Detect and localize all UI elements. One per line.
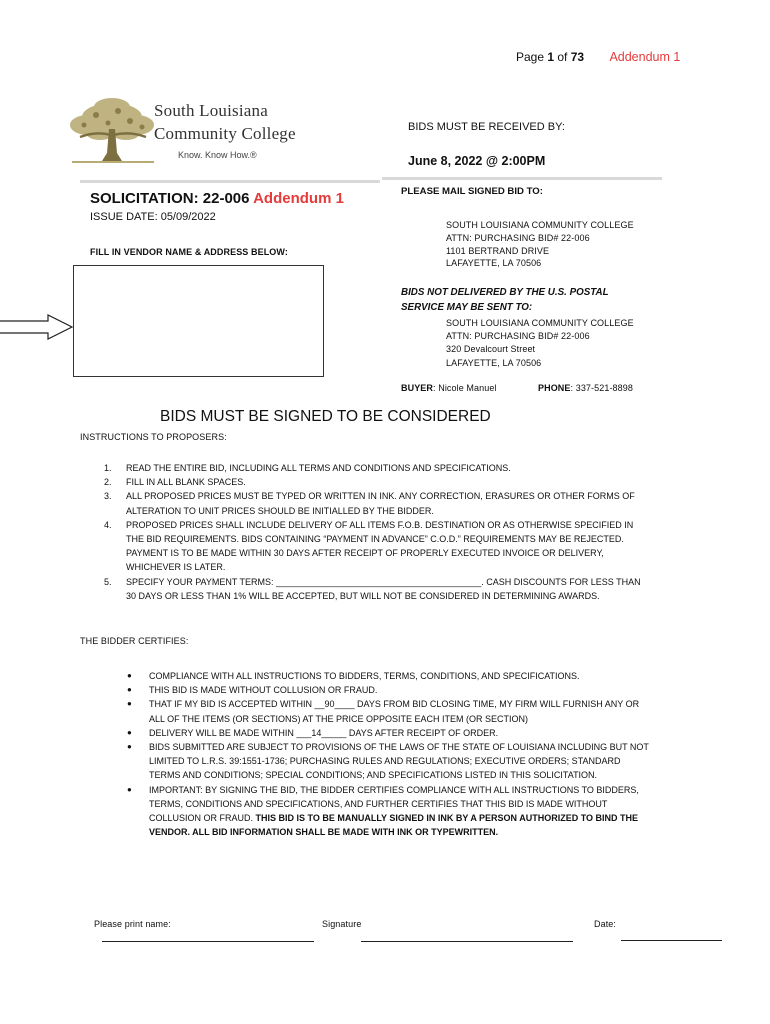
buyer-info: BUYER: Nicole Manuel (401, 383, 497, 393)
logo-line1: South Louisiana (154, 101, 268, 120)
list-item: ● DELIVERY WILL BE MADE WITHIN ___14_____ DAYS AFTER RECEIPT OF ORDER. (127, 727, 499, 738)
mail-heading: PLEASE MAIL SIGNED BID TO: (401, 186, 543, 197)
certifies-heading: THE BIDDER CERTIFIES: (80, 636, 189, 646)
addendum-label: Addendum 1 (609, 50, 681, 64)
signature-line[interactable] (361, 941, 573, 942)
date-line[interactable] (621, 940, 722, 941)
vendor-prompt: FILL IN VENDOR NAME & ADDRESS BELOW: (90, 247, 288, 257)
list-item: ● BIDS SUBMITTED ARE SUBJECT TO PROVISIONS OF THE LAWS OF THE STATE OF LOUISIANA INCLUDING BUT NOT LIMITED TO L.R.S. 39:1551-1736; PURCHASING RULES AND REGULATIONS; EXECUTIVE ORDERS; STANDARD TERMS AND CONDITIONS; SPECIAL CONDITIONS; AND SPECIFICATIONS LISTED IN THIS SOLICITATION. (127, 742, 649, 781)
solicitation-title: SOLICITATION: 22-006 Addendum 1 (90, 190, 344, 207)
oak-tree-icon (66, 95, 158, 167)
mail-address: SOUTH LOUISIANA COMMUNITY COLLEGE ATTN: PURCHASING BID# 22-006 1101 BERTRAND DRIVE LAFAYETTE, LA 70506 (446, 220, 634, 269)
list-item: 4. PROPOSED PRICES SHALL INCLUDE DELIVERY OF ALL ITEMS F.O.B. DESTINATION OR AS OTHERWISE SPECIFIED IN THE BID REQUIREMENTS. BIDS CONTAINING “PAYMENT IN ADVANCE” C.O.D.” REQUIREMENTS MAY BE REJECTED. PAYMENT IS TO BE MADE WITHIN 30 DAYS AFTER RECEIPT OF PROPERLY EXECUTED INVOICE OR DELIVERY, WHICHEVER IS LATER. (104, 519, 634, 573)
print-name-label: Please print name: (94, 919, 171, 929)
signature-label: Signature (322, 919, 362, 929)
list-item: 3. ALL PROPOSED PRICES MUST BE TYPED OR WRITTEN IN INK. ANY CORRECTION, ERASURES OR OTHER FORMS OF ALTERATION TO UNIT PRICES SHOULD BE INITIALLED BY THE BIDDER. (104, 491, 635, 516)
page-number: 1 (547, 50, 555, 64)
page-header: Page 1 of 73 Addendum 1 (516, 50, 681, 64)
vendor-address-box[interactable] (73, 265, 324, 377)
list-item: ● THIS BID IS MADE WITHOUT COLLUSION OR FRAUD. (127, 685, 378, 696)
arrow-right-icon (0, 314, 74, 340)
signed-heading: BIDS MUST BE SIGNED TO BE CONSIDERED (160, 408, 491, 425)
college-logo (66, 95, 296, 170)
logo-tagline: Know. Know How.® (178, 150, 257, 160)
deadline: June 8, 2022 @ 2:00PM (408, 154, 546, 168)
header-rule (382, 177, 662, 180)
phone-info: PHONE: 337-521-8898 (538, 383, 633, 393)
issue-date: ISSUE DATE: 05/09/2022 (90, 211, 216, 223)
solicitation-rule (80, 180, 380, 183)
list-item: 2. FILL IN ALL BLANK SPACES. (104, 477, 246, 488)
list-item: ● IMPORTANT: BY SIGNING THE BID, THE BIDDER CERTIFIES COMPLIANCE WITH ALL INSTRUCTIONS TO BIDDERS, TERMS, CONDITIONS AND SPECIFICATIONS, AND FURTHER CERTIFIES THAT THIS BID IS MADE WITHOUT COLLUSION OR FRAUD. THIS BID IS TO BE MANUALLY SIGNED IN INK BY A PERSON AUTHORIZED TO BIND THE VENDOR. ALL BID INFORMATION SHALL BE MADE WITH INK OR TYPEWRITTEN. (127, 784, 639, 838)
page-total: 73 (570, 50, 585, 64)
list-item: 1. READ THE ENTIRE BID, INCLUDING ALL TERMS AND CONDITIONS AND SPECIFICATIONS. (104, 463, 511, 473)
list-item: 5. SPECIFY YOUR PAYMENT TERMS: _________________________________________. CASH DISCOUNTS FOR LESS THAN 30 DAYS OR LESS THAN 1% WILL BE ACCEPTED, BUT WILL NOT BE CONSIDERED IN DETERMINING AWARDS. (104, 576, 641, 601)
list-item: ● COMPLIANCE WITH ALL INSTRUCTIONS TO BIDDERS, TERMS, CONDITIONS, AND SPECIFICATIONS. (127, 671, 580, 681)
logo-line2: Community College (154, 124, 296, 143)
instructions-list (104, 461, 646, 603)
alt-delivery-heading: BIDS NOT DELIVERED BY THE U.S. POSTAL SERVICE MAY BE SENT TO: (401, 287, 609, 313)
instructions-heading: INSTRUCTIONS TO PROPOSERS: (80, 432, 227, 442)
received-by-label: BIDS MUST BE RECEIVED BY: (408, 121, 565, 133)
alt-address: SOUTH LOUISIANA COMMUNITY COLLEGE ATTN: PURCHASING BID# 22-006 320 Devalcourt Street LAFAYETTE, LA 70506 (446, 318, 634, 368)
date-label: Date: (594, 919, 617, 929)
print-name-line[interactable] (102, 941, 314, 942)
list-item: ● THAT IF MY BID IS ACCEPTED WITHIN __90____ DAYS FROM BID CLOSING TIME, MY FIRM WILL FURNISH ANY OR ALL OF THE ITEMS (OR SECTIONS) AT THE PRICE OPPOSITE EACH ITEM (OR SECTION) (127, 699, 640, 724)
certifies-list (127, 669, 649, 839)
